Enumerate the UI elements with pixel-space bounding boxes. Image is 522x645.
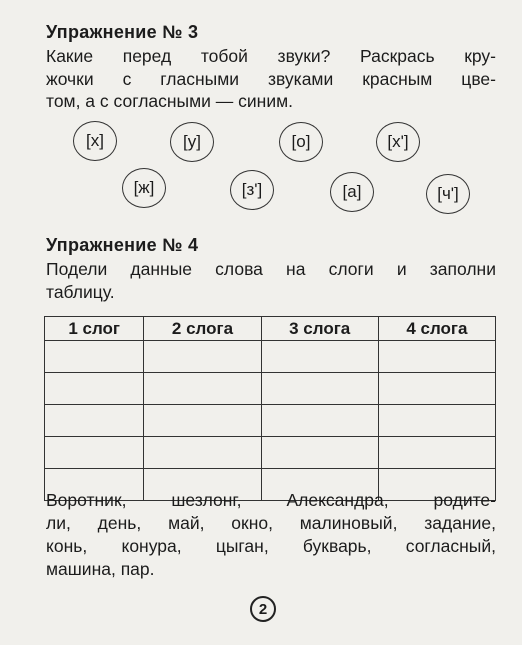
exercise-3-instructions	[46, 45, 496, 113]
table-header-row	[45, 317, 496, 341]
instruction-line: том, а с согласными — синим.	[46, 91, 294, 111]
sound-circle[interactable]: [ж]	[122, 168, 166, 208]
column-header: 3 слога	[261, 317, 378, 341]
table-cell[interactable]	[261, 341, 378, 373]
table-cell[interactable]	[261, 437, 378, 469]
table-cell[interactable]	[261, 373, 378, 405]
table-cell[interactable]	[378, 437, 495, 469]
table-cell[interactable]	[144, 341, 261, 373]
sound-circle[interactable]: [х]	[73, 121, 117, 161]
instruction-line: Подели данные слова на слоги и заполни	[46, 259, 496, 279]
word-list	[46, 489, 496, 581]
table-cell[interactable]	[144, 373, 261, 405]
sound-circle[interactable]: [з']	[230, 170, 274, 210]
table-cell[interactable]	[45, 341, 144, 373]
exercise-4-title: Упражнение № 4	[46, 235, 199, 255]
instruction-line: таблицу.	[46, 281, 115, 302]
exercise-4-instructions	[46, 258, 496, 303]
table-row	[45, 405, 496, 437]
column-header: 4 слога	[378, 317, 495, 341]
instruction-line: жочки с гласными звуками красным цве-	[46, 68, 496, 89]
table-cell[interactable]	[45, 437, 144, 469]
exercise-3-title: Упражнение № 3	[46, 22, 199, 42]
table-cell[interactable]	[378, 341, 495, 373]
instruction-line: Какие перед тобой звуки? Раскрась кру-	[46, 46, 496, 66]
column-header: 2 слога	[144, 317, 261, 341]
table-cell[interactable]	[261, 405, 378, 437]
word-list-line: Воротник, шезлонг, Александра, родите-	[46, 490, 496, 510]
table-cell[interactable]	[144, 437, 261, 469]
column-header: 1 слог	[45, 317, 144, 341]
table-row	[45, 373, 496, 405]
table-row	[45, 437, 496, 469]
table-row	[45, 341, 496, 373]
table-cell[interactable]	[45, 405, 144, 437]
table-cell[interactable]	[45, 373, 144, 405]
sound-circle[interactable]: [х']	[376, 122, 420, 162]
sound-circle[interactable]: [о]	[279, 122, 323, 162]
word-list-line: конь, конура, цыган, букварь, согласный,	[46, 536, 496, 556]
word-list-line: машина, пар.	[46, 559, 155, 579]
sound-circle[interactable]: [а]	[330, 172, 374, 212]
table-cell[interactable]	[378, 373, 495, 405]
table-cell[interactable]	[144, 405, 261, 437]
sound-circle[interactable]: [у]	[170, 122, 214, 162]
syllables-table	[44, 316, 496, 501]
sound-circle[interactable]: [ч']	[426, 174, 470, 214]
word-list-line: ли, день, май, окно, малиновый, задание,	[46, 513, 496, 533]
table-cell[interactable]	[378, 405, 495, 437]
page-number: 2	[250, 596, 276, 622]
